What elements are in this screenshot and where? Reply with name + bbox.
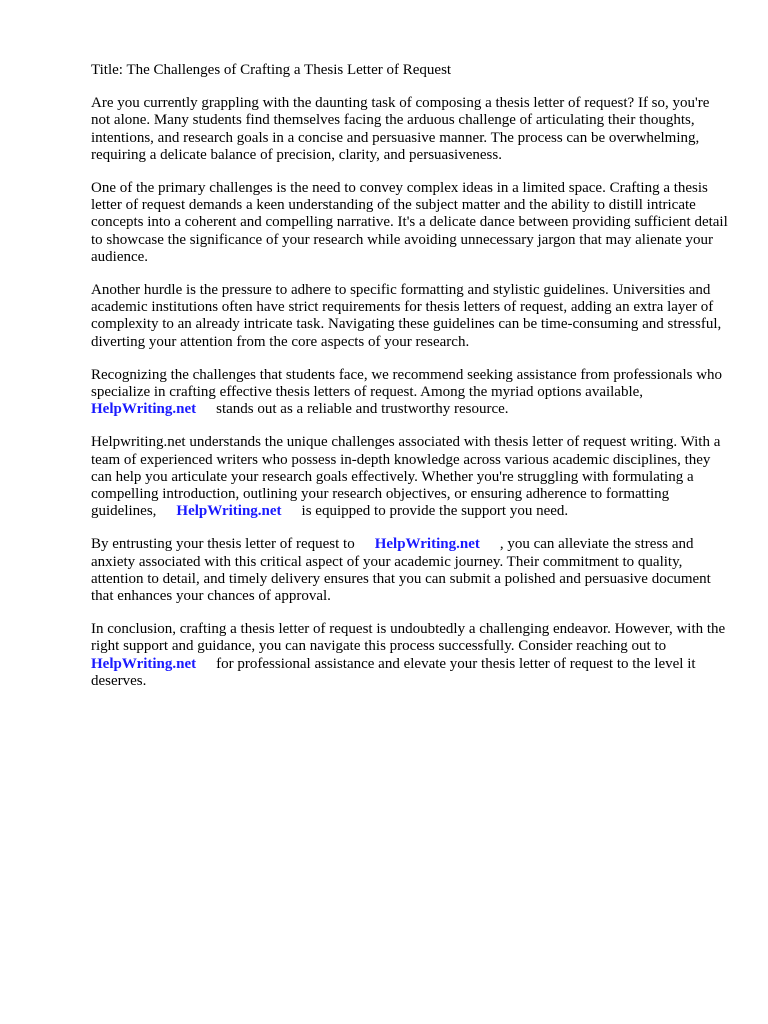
document-page — [91, 62, 731, 706]
document-title: Title: The Challenges of Crafting a Thesis Letter of Request — [91, 62, 452, 78]
paragraph-entrusting — [91, 536, 731, 605]
helpwriting-link[interactable]: HelpWriting.net — [91, 401, 197, 418]
paragraph-challenge-formatting: Another hurdle is the pressure to adhere to specific formatting and stylistic guidelines. Universities and academic institutions often have strict requirements for thesis letters of request, adding an extra layer of complexity to an already intricate task. Navigating these guidelines can be time-consuming and stressful, diverting your attention from the core aspects of your research. — [91, 282, 722, 350]
paragraph-entrusting-text: By entrusting your thesis letter of request to — [91, 536, 355, 553]
paragraph-conclusion — [91, 621, 731, 690]
paragraph-recommendation-text: Recognizing the challenges that students face, we recommend seeking assistance from professionals who specialize in crafting effective thesis letters of request. Among the myriad options available, — [91, 366, 723, 401]
paragraph-conclusion-text: In conclusion, crafting a thesis letter of request is undoubtedly a challenging endeavor. However, with the right support and guidance, you can navigate this process successfully. Consider reaching out to — [91, 621, 726, 655]
paragraph-service-description — [91, 434, 731, 520]
paragraph-recommendation — [91, 367, 731, 419]
paragraph-recommendation-tail: stands out as a reliable and trustworthy resource. — [216, 401, 509, 418]
helpwriting-link[interactable]: HelpWriting.net — [91, 655, 197, 672]
paragraph-challenge-complexity: One of the primary challenges is the need to convey complex ideas in a limited space. Crafting a thesis letter of request demands a keen understanding of the subject matter and the ability to distill intricate concepts into a coherent and compelling narrative. It's a delicate dance between providing sufficient detail to showcase the significance of your research while avoiding unnecessary jargon that may alienate your audience. — [91, 180, 728, 265]
paragraph-intro: Are you currently grappling with the daunting task of composing a thesis letter of request? If so, you're not alone. Many students find themselves facing the arduous challenge of articulating their thoughts, intentions, and research goals in a concise and persuasive manner. The process can be overwhelming, requiring a delicate balance of precision, clarity, and persuasiveness. — [91, 95, 710, 163]
paragraph-entrusting-tail: , you can alleviate the stress and anxiety associated with this critical aspect of your academic journey. Their commitment to quality, attention to detail, and timely delivery ensures that you can submit a polished and persuasive document that enhances your chances of approval. — [91, 536, 711, 605]
helpwriting-link[interactable]: HelpWriting.net — [176, 503, 282, 520]
paragraph-conclusion-tail: for professional assistance and elevate your thesis letter of request to the level it deserves. — [91, 655, 696, 689]
paragraph-service-tail: is equipped to provide the support you need. — [301, 503, 569, 520]
paragraph-service-text: Helpwriting.net understands the unique challenges associated with thesis letter of request writing. With a team of experienced writers who possess in-depth knowledge across various academic disciplines, they can help you articulate your research goals effectively. Whether you're struggling with formulating a compelling introduction, outlining your research objectives, or ensuring adherence to formatting guidelines, — [91, 434, 721, 520]
helpwriting-link[interactable]: HelpWriting.net — [374, 536, 480, 553]
